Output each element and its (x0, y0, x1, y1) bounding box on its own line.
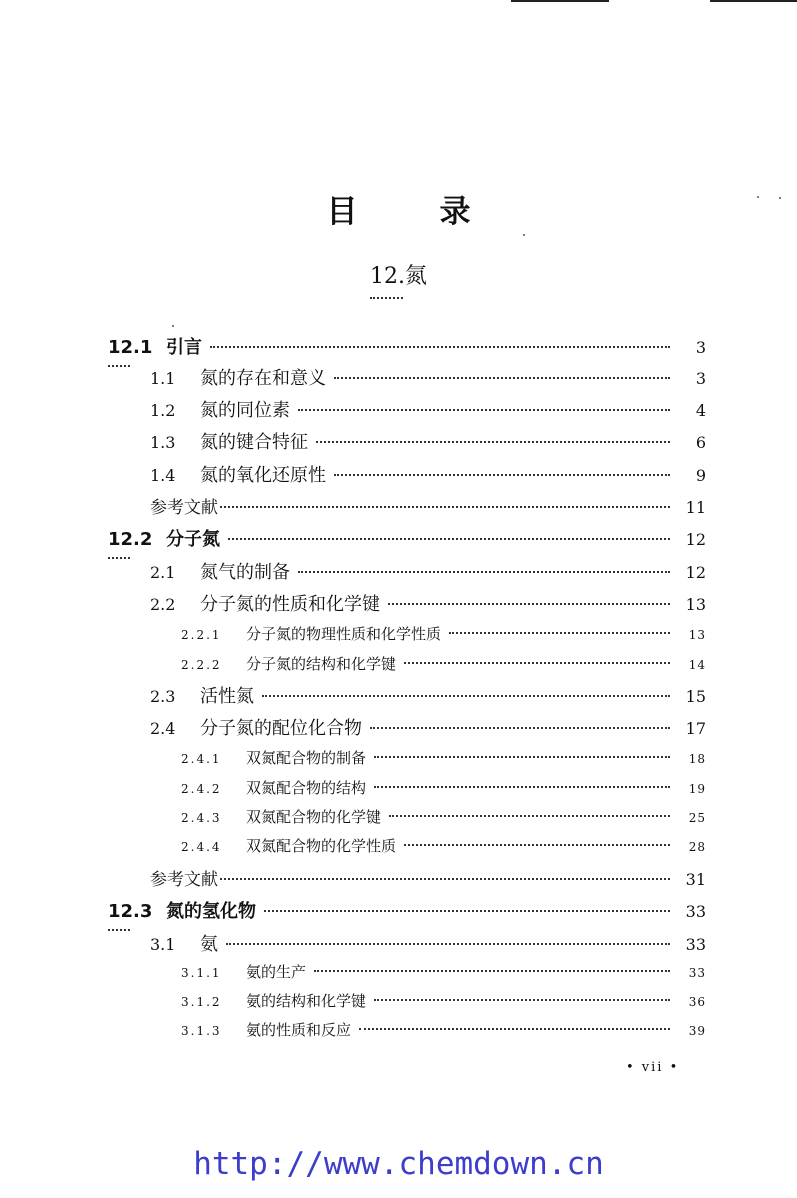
toc-entry[interactable] (150, 558, 706, 584)
toc-entry[interactable] (181, 653, 706, 674)
toc-entry-page: 28 (688, 840, 706, 854)
toc-entry[interactable] (108, 333, 706, 359)
toc-entry[interactable] (150, 364, 706, 390)
dot-leader (374, 756, 670, 758)
toc-entry-number: 2.4.1 (181, 752, 222, 766)
toc-entry-title: 双氮配合物的化学性质 (246, 837, 397, 855)
toc-entry-number: 1.3 (150, 433, 176, 452)
toc-entry-title: 引言 (166, 337, 202, 358)
dot-leader (374, 999, 670, 1001)
toc-entry-title: 分子氮的结构和化学键 (246, 655, 397, 673)
toc-entry-number: 2.4.4 (181, 840, 222, 854)
toc-entry-title: 分子氮的性质和化学键 (200, 594, 380, 615)
toc-entry-title: 氨的结构和化学键 (246, 992, 367, 1010)
dot-leader (388, 603, 670, 605)
toc-entry-number: 3.1.1 (181, 966, 222, 980)
toc-entry-number: 1.2 (150, 401, 176, 420)
chapter-name: 氮 (404, 264, 427, 289)
toc-entry-title: 参考文献 (150, 870, 218, 890)
toc-entry[interactable] (181, 961, 706, 982)
toc-entry-number: 2.4.3 (181, 811, 222, 825)
dot-leader (298, 409, 670, 411)
toc-entry-title: 分子氮 (166, 529, 220, 550)
toc-entry-page: 12 (685, 563, 706, 582)
toc-entry-title: 氨的生产 (246, 963, 307, 981)
toc-entry-number: 2.4 (150, 719, 176, 738)
toc-entry-number: 1.1 (150, 369, 176, 388)
toc-entry-title: 氮的键合特征 (200, 432, 308, 453)
toc-entry[interactable] (150, 714, 706, 740)
dot-leader (316, 441, 670, 443)
toc-entry-page: 18 (688, 752, 706, 766)
toc-entry-title: 氮的同位素 (200, 400, 290, 421)
toc-entry-page: 14 (688, 658, 706, 672)
dot-leader (314, 970, 670, 972)
dot-leader (370, 727, 670, 729)
toc-entry[interactable] (150, 461, 706, 487)
dot-leader (262, 695, 670, 697)
toc-entry[interactable] (181, 835, 706, 856)
toc-entry-title: 氨 (200, 934, 218, 955)
toc-entry[interactable] (181, 777, 706, 798)
toc-entry-page: 33 (685, 935, 706, 954)
toc-entry[interactable] (150, 865, 706, 890)
toc-entry-title: 氨的性质和反应 (246, 1021, 352, 1039)
dot-leader (226, 943, 670, 945)
dot-leader (374, 786, 670, 788)
toc-entry-title: 氮的氧化还原性 (200, 465, 326, 486)
chapter-number: 12. (369, 264, 405, 289)
toc-entry-number: 12.3 (108, 901, 166, 922)
title-right-char: 录 (439, 194, 471, 230)
toc-entry-title: 分子氮的配位化合物 (200, 718, 362, 739)
toc-entry-title: 双氮配合物的化学键 (246, 808, 382, 826)
toc-entry-number: 3.1.2 (181, 995, 222, 1009)
dot-leader (449, 632, 670, 634)
dot-leader (404, 662, 670, 664)
toc-entry-title: 活性氮 (200, 686, 254, 707)
toc-entry-title: 分子氮的物理性质和化学性质 (246, 625, 442, 643)
toc-entry[interactable] (108, 897, 706, 923)
toc-entry-number: 2.2.1 (181, 628, 222, 642)
toc-entry-page: 31 (685, 870, 706, 889)
toc-entry-page: 12 (685, 530, 706, 549)
toc-entry-page: 19 (688, 782, 706, 796)
toc-entry-page: 15 (685, 687, 706, 706)
dot-leader (334, 474, 670, 476)
toc-entry[interactable] (150, 428, 706, 454)
toc-entry[interactable] (150, 682, 706, 708)
toc-entry[interactable] (181, 747, 706, 768)
toc-entry-number: 2.2 (150, 595, 176, 614)
page-number-label: • vii • (626, 1060, 680, 1075)
toc-entry-page: 9 (695, 466, 706, 485)
dot-leader (228, 538, 670, 540)
dot-leader (334, 377, 670, 379)
toc-entry-page: 11 (685, 498, 706, 517)
toc-entry[interactable] (108, 525, 706, 551)
toc-entry-title: 双氮配合物的结构 (246, 779, 367, 797)
watermark-url[interactable]: http://www.chemdown.cn (193, 1146, 604, 1182)
toc-entry-title: 氮气的制备 (200, 562, 290, 583)
toc-entry[interactable] (181, 1019, 706, 1040)
dot-leader (220, 878, 670, 880)
toc-entry-page: 3 (695, 338, 706, 357)
toc-entry-page: 33 (685, 902, 706, 921)
toc-entry-page: 25 (688, 811, 706, 825)
toc-entry[interactable] (181, 806, 706, 827)
toc-entry[interactable] (150, 930, 706, 956)
toc-entry-page: 17 (685, 719, 706, 738)
toc-entry-page: 3 (695, 369, 706, 388)
toc-entry-title: 参考文献 (150, 498, 218, 518)
toc-entry-number: 3.1.3 (181, 1024, 222, 1038)
dot-leader (404, 844, 670, 846)
toc-entry-number: 12.1 (108, 337, 166, 358)
dot-leader (359, 1028, 670, 1030)
dot-leader (389, 815, 670, 817)
toc-entry-number: 1.4 (150, 466, 176, 485)
toc-entry[interactable] (150, 396, 706, 422)
dot-leader (210, 346, 670, 348)
toc-entry-page: 13 (685, 595, 706, 614)
toc-entry-number: 2.4.2 (181, 782, 222, 796)
dot-leader (298, 571, 670, 573)
toc-entry-number: 3.1 (150, 935, 176, 954)
dot-leader (220, 506, 670, 508)
toc-entry-number: 2.3 (150, 687, 176, 706)
toc-entry-page: 33 (688, 966, 706, 980)
toc-entry[interactable] (150, 590, 706, 616)
toc-entry-number: 2.1 (150, 563, 176, 582)
toc-entry-title: 双氮配合物的制备 (246, 749, 367, 767)
toc-entry-page: 13 (688, 628, 706, 642)
toc-entry-page: 6 (695, 433, 706, 452)
toc-entry[interactable] (181, 990, 706, 1011)
toc-entry[interactable] (150, 493, 706, 518)
title-left-char: 目 (326, 194, 358, 230)
toc-entry[interactable] (181, 623, 706, 644)
toc-entry-page: 39 (688, 1024, 706, 1038)
toc-entry-title: 氮的氢化物 (166, 901, 256, 922)
toc-entry-number: 2.2.2 (181, 658, 222, 672)
dot-leader (264, 910, 670, 912)
toc-entry-title: 氮的存在和意义 (200, 368, 326, 389)
toc-entry-page: 4 (695, 401, 706, 420)
toc-entry-page: 36 (688, 995, 706, 1009)
toc-entry-number: 12.2 (108, 529, 166, 550)
